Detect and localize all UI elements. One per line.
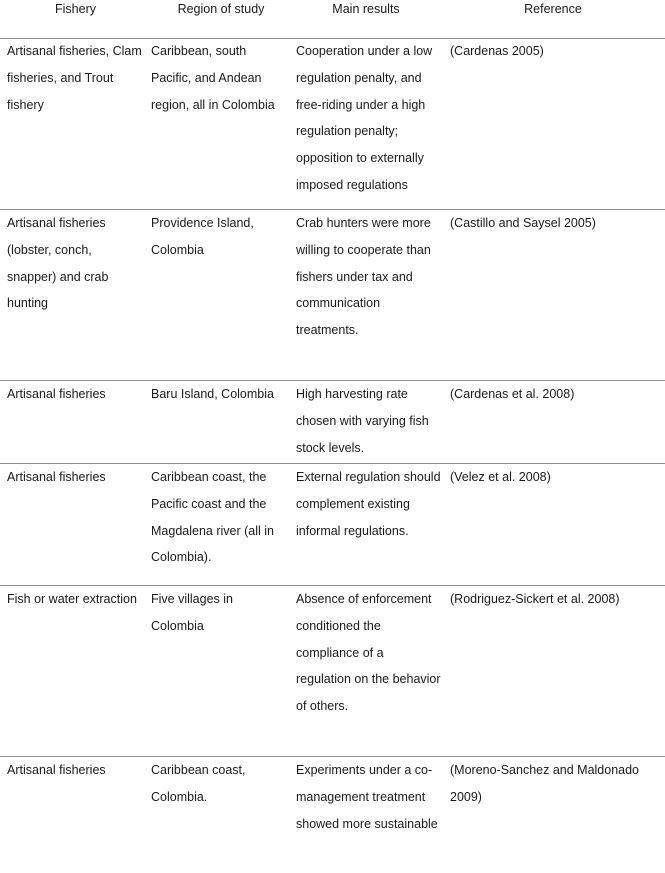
cell-fishery: Artisanal fisheries xyxy=(7,763,106,777)
column-header-fishery: Fishery xyxy=(55,2,96,16)
cell-reference: (Moreno-Sanchez and Maldonado 2009) xyxy=(450,763,640,804)
table-row xyxy=(0,464,665,586)
cell-fishery: Artisanal fisheries (lobster, conch, snapper) and crab hunting xyxy=(7,216,109,311)
table-row xyxy=(0,757,665,873)
cell-results: Absence of enforcement conditioned the compliance of a regulation on the behavior of others. xyxy=(296,592,441,714)
cell-region: Caribbean, south Pacific, and Andean region, all in Colombia xyxy=(151,44,275,112)
column-header-results: Main results xyxy=(332,2,400,16)
column-header-reference: Reference xyxy=(524,2,582,16)
cell-region: Caribbean coast, Colombia. xyxy=(151,763,246,804)
cell-reference: (Castillo and Saysel 2005) xyxy=(450,216,596,230)
cell-reference: (Rodriguez-Sickert et al. 2008) xyxy=(450,592,620,606)
cell-region: Providence Island, Colombia xyxy=(151,216,254,257)
cell-results: Cooperation under a low regulation penalty, and free-riding under a high regulation penalty; opposition to externally imposed regulations xyxy=(296,44,433,192)
table-header-row xyxy=(0,0,665,39)
cell-reference: (Velez et al. 2008) xyxy=(450,470,551,484)
cell-fishery: Artisanal fisheries xyxy=(7,470,106,484)
table-row xyxy=(0,38,665,210)
cell-region: Baru Island, Colombia xyxy=(151,387,274,401)
cell-results: High harvesting rate chosen with varying fish stock levels. xyxy=(296,387,429,455)
cell-fishery: Artisanal fisheries, Clam fisheries, and Trout fishery xyxy=(7,44,142,112)
cell-reference: (Cardenas 2005) xyxy=(450,44,544,58)
cell-results: Crab hunters were more willing to cooperate than fishers under tax and communication treatments. xyxy=(296,216,431,338)
cell-fishery: Fish or water extraction xyxy=(7,592,137,606)
cell-region: Five villages in Colombia xyxy=(151,592,233,633)
cell-results: Experiments under a co-management treatment showed more sustainable xyxy=(296,763,438,831)
cell-fishery: Artisanal fisheries xyxy=(7,387,106,401)
table-row xyxy=(0,586,665,757)
cell-reference: (Cardenas et al. 2008) xyxy=(450,387,575,401)
cell-results: External regulation should complement existing informal regulations. xyxy=(296,470,441,538)
table-row xyxy=(0,210,665,381)
column-header-region: Region of study xyxy=(177,2,265,16)
table-row xyxy=(0,381,665,464)
cell-region: Caribbean coast, the Pacific coast and the Magdalena river (all in Colombia). xyxy=(151,470,274,565)
